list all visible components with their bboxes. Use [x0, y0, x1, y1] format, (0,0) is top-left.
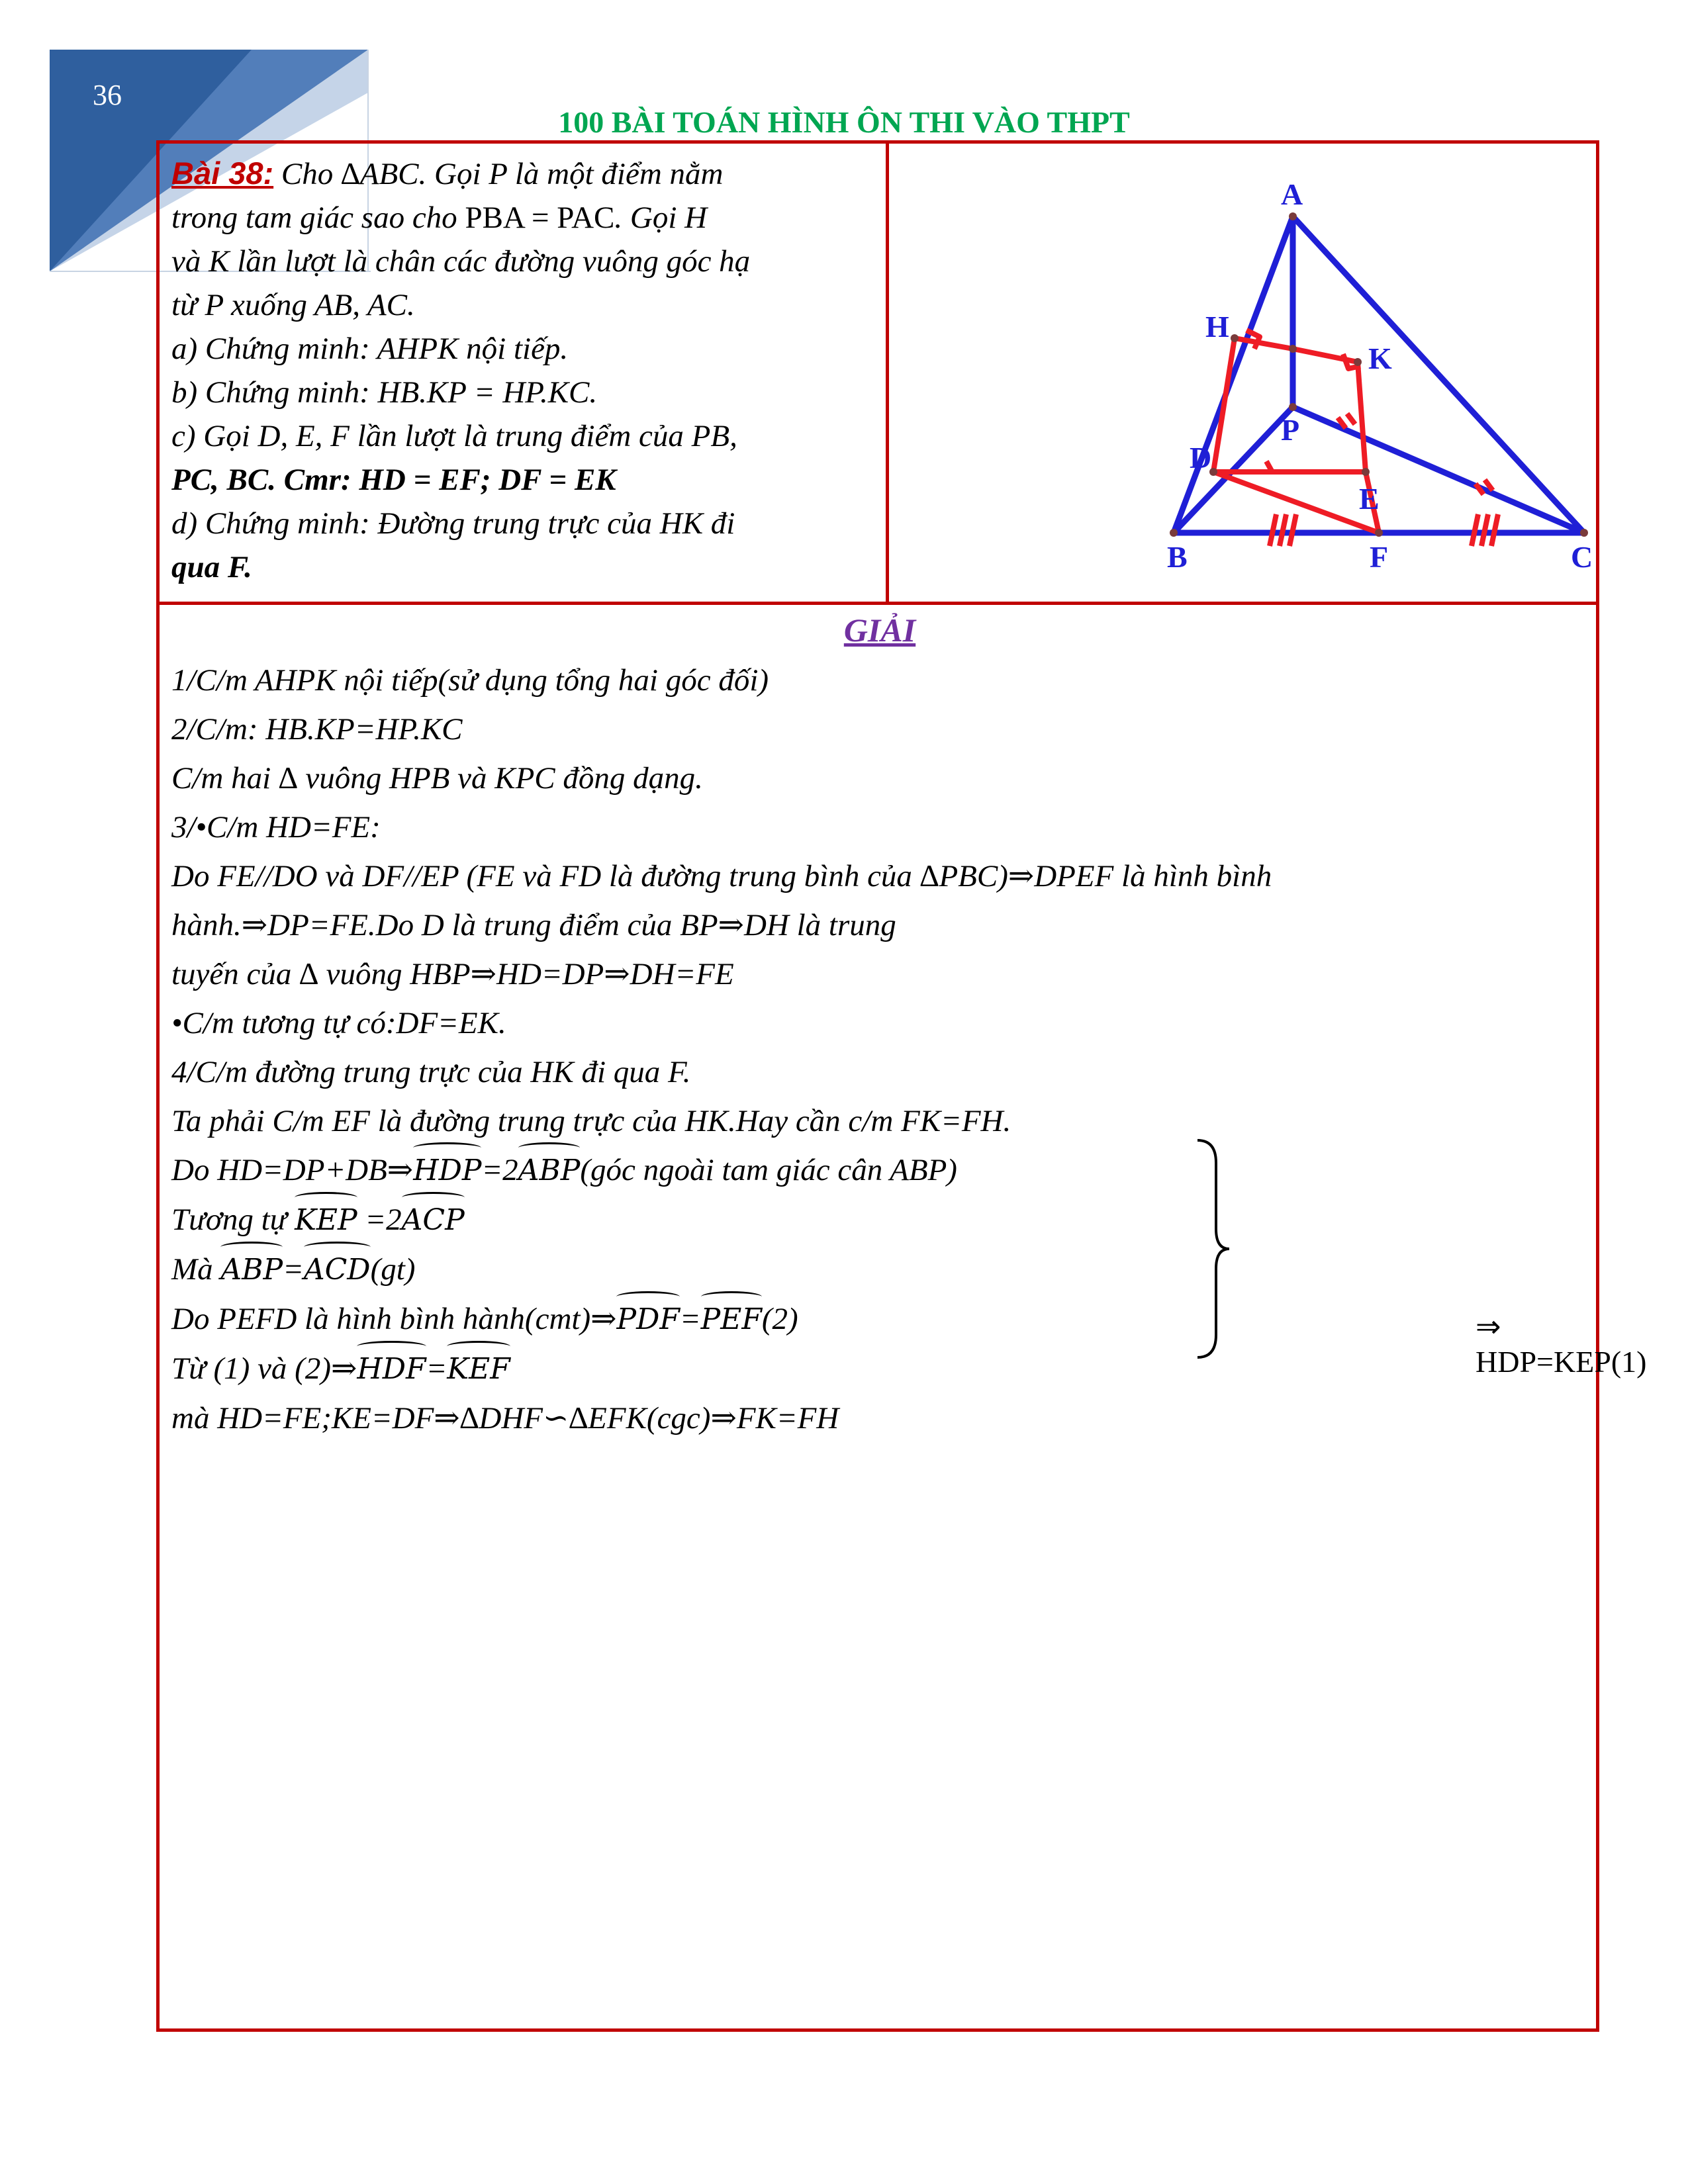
tick-mark [1280, 514, 1286, 546]
problem-part-a: a) Chứng minh: AHPK nội tiếp. [171, 332, 569, 366]
angle-arc: KEF [447, 1345, 510, 1394]
label-p: P [1281, 413, 1300, 447]
angle-arc: ACD [304, 1246, 371, 1295]
text-fragment: Từ (1) và (2)⇒ [171, 1351, 357, 1386]
problem-line: Cho ∆ABC. Gọi P là một điểm nằm [273, 157, 724, 191]
text-fragment: (gt) [370, 1252, 416, 1287]
text-fragment: Do HD=DP+DB⇒ [171, 1153, 414, 1187]
problem-line: . Gọi H [614, 201, 708, 235]
problem-line: và K lần lượt là chân các đường vuông góc hạ [171, 244, 751, 279]
angle-arc: HDF [357, 1345, 426, 1394]
label-d: D [1190, 441, 1212, 475]
problem-row [160, 144, 1596, 605]
label-h: H [1205, 310, 1229, 343]
text-fragment: (góc ngoài tam giác cân ABP) [580, 1153, 957, 1187]
label-b: B [1167, 540, 1188, 574]
figure-cell [889, 144, 1596, 602]
solution-line [171, 1245, 1588, 1295]
problem-part-c: PC, BC. Cmr: HD = EF; DF = EK [171, 463, 616, 497]
label-e: E [1359, 482, 1380, 516]
geometry-figure [889, 144, 1596, 602]
text-fragment: (2) [761, 1302, 798, 1336]
solution-line: tuyến của ∆ vuông HBP⇒HD=DP⇒DH=FE [171, 957, 734, 991]
solution-line: hành.⇒DP=FE.Do D là trung điểm của BP⇒DH là trung [171, 908, 896, 942]
problem-line: từ P xuống AB, AC. [171, 288, 415, 322]
label-k: K [1368, 341, 1392, 375]
tick-mark [1481, 514, 1488, 546]
angle-arc: HDP [413, 1146, 481, 1195]
tick-mark [1472, 514, 1478, 546]
page-title: 100 BÀI TOÁN HÌNH ÔN THI VÀO THPT [558, 105, 1130, 139]
solution-line: 1/C/m AHPK nội tiếp(sử dụng tổng hai góc đối) [171, 663, 769, 698]
solution-line: Do FE//DO và DF//EP (FE và FD là đường trung bình của ∆PBC)⇒DPEF là hình bình [171, 859, 1272, 893]
label-c: C [1571, 540, 1593, 574]
segment-hd [1213, 338, 1235, 472]
label-a: A [1281, 177, 1303, 211]
solution-line [171, 1344, 1588, 1394]
problem-part-d: qua F. [171, 550, 252, 584]
solution-line: 4/C/m đường trung trực của HK đi qua F. [171, 1055, 691, 1089]
solution-line: 3/•C/m HD=FE: [171, 810, 381, 844]
problem-line: trong tam giác sao cho [171, 201, 465, 235]
text-fragment: =2 [481, 1153, 518, 1187]
text-fragment: =2 [357, 1203, 402, 1237]
angle-arc: ACP [402, 1196, 465, 1245]
solution-line [171, 1195, 1588, 1245]
problem-label: Bài 38: [171, 156, 274, 191]
problem-part-c: c) Gọi D, E, F lần lượt là trung điểm của PB, [171, 419, 737, 453]
segment-ab [1174, 216, 1293, 533]
tick-mark [1476, 484, 1483, 494]
segment-ac [1293, 216, 1584, 533]
solution-line [171, 1295, 1588, 1344]
label-f: F [1370, 540, 1389, 574]
solution-heading: GIẢI [843, 612, 916, 649]
solution-section [171, 607, 1588, 1443]
solution-line: mà HD=FE;KE=DF⇒∆DHF∽∆EFK(cgc)⇒FK=FH [171, 1401, 839, 1435]
problem-part-b: b) Chứng minh: HB.KP = HP.KC. [171, 375, 598, 410]
tick-mark [1289, 514, 1296, 546]
solution-line: C/m hai ∆ vuông HPB và KPC đồng dạng. [171, 761, 703, 796]
solution-line: •C/m tương tự có:DF=EK. [171, 1006, 506, 1040]
text-fragment: = [679, 1302, 701, 1336]
problem-statement [160, 144, 889, 602]
text-fragment: Mà [171, 1252, 221, 1287]
angle-arc: PDF [616, 1295, 679, 1344]
segment-ke [1358, 362, 1366, 472]
text-fragment: = [426, 1351, 447, 1386]
text-fragment: = [283, 1252, 304, 1287]
text-fragment: Do PEFD là hình bình hành(cmt)⇒ [171, 1302, 617, 1336]
problem-part-d: d) Chứng minh: Đường trung trực của HK đi [171, 506, 735, 541]
solution-line: Ta phải C/m EF là đường trung trực của HK.Hay cần c/m FK=FH. [171, 1104, 1011, 1138]
tick-mark [1491, 514, 1498, 546]
angle-arc: ABP [220, 1246, 283, 1295]
text-fragment: Tương tự [171, 1203, 295, 1237]
problem-frame [156, 140, 1647, 2032]
angle-condition: PBA = PAC [465, 201, 615, 235]
angle-arc: ABP [518, 1146, 581, 1195]
page-number: 36 [93, 79, 122, 111]
curly-brace [1192, 1136, 1232, 1361]
solution-line [171, 1146, 1588, 1195]
angle-arc: KEP [295, 1196, 357, 1245]
solution-line: 2/C/m: HB.KP=HP.KC [171, 712, 463, 747]
angle-arc: PEF [701, 1295, 762, 1344]
tick-mark [1347, 414, 1355, 424]
tick-mark [1270, 514, 1276, 546]
result-statement: ⇒ HDP=KEP(1) [1476, 1310, 1647, 1379]
